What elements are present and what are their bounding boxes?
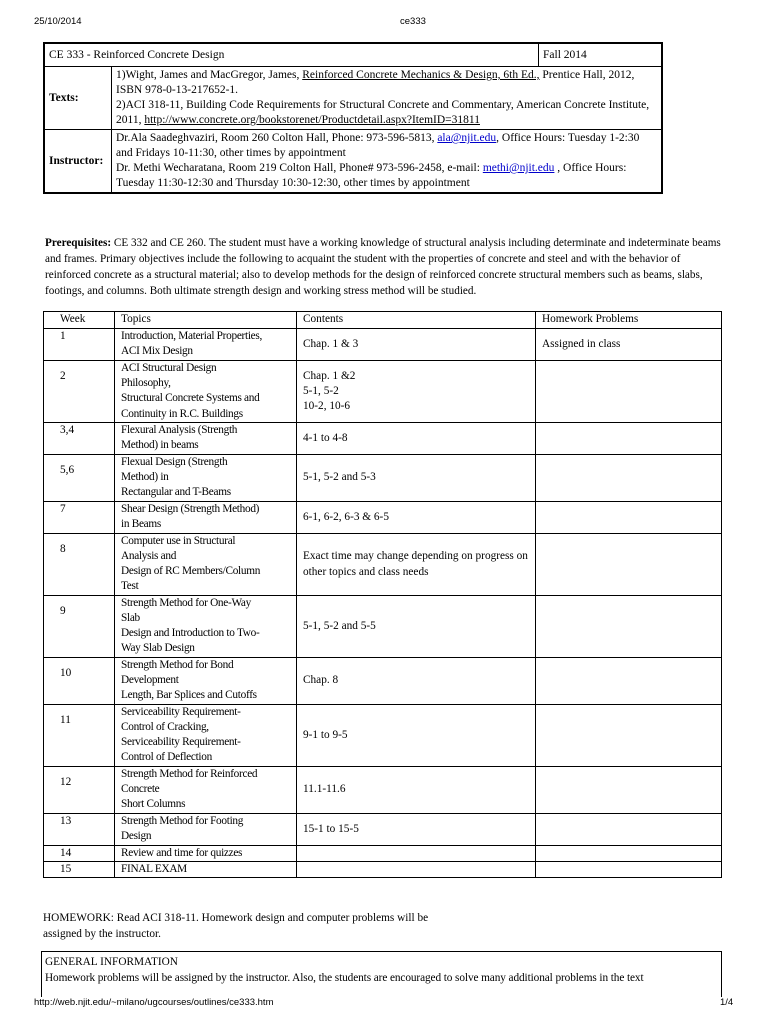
print-title: ce333 <box>400 16 426 27</box>
table-row <box>44 501 722 533</box>
homework-cell <box>536 766 722 813</box>
week-cell: 14 <box>44 845 115 861</box>
topics-cell: Flexural Analysis (Strength Method) in beams <box>115 422 297 454</box>
contents-cell: 9-1 to 9-5 <box>297 704 536 766</box>
topics-cell: Strength Method for One-Way Slab Design and Introduction to Two- Way Slab Design <box>115 595 297 657</box>
table-row <box>44 422 722 454</box>
table-row <box>44 454 722 501</box>
schedule-header-row <box>44 312 722 329</box>
contents-cell: Chap. 8 <box>297 657 536 704</box>
course-term: Fall 2014 <box>539 43 663 67</box>
text2: 2)ACI 318-11, Building Code Requirements for Structural Concrete and Commentary, American Concrete Institute, 2011, <box>116 99 650 126</box>
table-row <box>44 533 722 595</box>
table-row <box>44 361 722 423</box>
homework-cell <box>536 657 722 704</box>
text1-title: Reinforced Concrete Mechanics & Design, 6th Ed., <box>302 69 540 81</box>
contents-cell: Exact time may change depending on progress on other topics and class needs <box>297 533 536 595</box>
contents-cell <box>297 862 536 878</box>
homework-cell <box>536 813 722 845</box>
contents-cell: Chap. 1 & 3 <box>297 329 536 361</box>
table-row <box>44 766 722 813</box>
table-row <box>44 595 722 657</box>
column-header: Homework Problems <box>536 312 722 329</box>
week-cell: 11 <box>44 704 115 766</box>
contents-cell: 5-1, 5-2 and 5-3 <box>297 454 536 501</box>
homework-cell <box>536 501 722 533</box>
contents-cell: 6-1, 6-2, 6-3 & 6-5 <box>297 501 536 533</box>
text1-pre: 1)Wight, James and MacGregor, James, <box>116 69 303 81</box>
topics-cell: Shear Design (Strength Method) in Beams <box>115 501 297 533</box>
instructor-label-text: Instructor <box>49 154 100 167</box>
contents-cell: Chap. 1 &2 5-1, 5-2 10-2, 10-6 <box>297 361 536 423</box>
homework-cell <box>536 454 722 501</box>
instr1-pre: Dr.Ala Saadeghvaziri, Room 260 Colton Hall, Phone: 973-596-5813, <box>116 132 438 144</box>
prereq-label: Prerequisites: <box>45 237 112 249</box>
topics-cell: Strength Method for Footing Design <box>115 813 297 845</box>
instr1-email-link[interactable]: ala@njit.edu <box>437 132 497 144</box>
table-row <box>44 862 722 878</box>
instructor-label: Instructor: <box>44 130 112 194</box>
prerequisites <box>45 235 721 299</box>
homework-cell <box>536 862 722 878</box>
week-cell: 7 <box>44 501 115 533</box>
topics-cell: Introduction, Material Properties, ACI Mix Design <box>115 329 297 361</box>
topics-cell: ACI Structural Design Philosophy, Structural Concrete Systems and Continuity in R.C. Buildings <box>115 361 297 423</box>
homework-cell <box>536 533 722 595</box>
contents-cell: 11.1-11.6 <box>297 766 536 813</box>
texts-label-text: Texts <box>49 91 75 104</box>
table-row <box>44 845 722 861</box>
week-cell: 1 <box>44 329 115 361</box>
homework-note: HOMEWORK: Read ACI 318-11. Homework design and computer problems will be assigned by the instructor. <box>43 912 429 940</box>
instr2-email-link[interactable]: methi@njit.edu <box>482 162 555 174</box>
column-header: Week <box>44 312 115 329</box>
instr2-pre: Dr. Methi Wecharatana, Room 219 Colton Hall, Phone# 973-596-2458, e-mail: <box>116 162 483 174</box>
topics-cell: FINAL EXAM <box>115 862 297 878</box>
topics-cell: Serviceability Requirement- Control of Cracking, Serviceability Requirement- Control of Deflection <box>115 704 297 766</box>
contents-cell: 5-1, 5-2 and 5-5 <box>297 595 536 657</box>
contents-cell <box>297 845 536 861</box>
topics-cell: Computer use in Structural Analysis and Design of RC Members/Column Test <box>115 533 297 595</box>
homework-cell <box>536 422 722 454</box>
week-cell: 8 <box>44 533 115 595</box>
homework-cell <box>536 845 722 861</box>
topics-cell: Strength Method for Bond Development Length, Bar Splices and Cutoffs <box>115 657 297 704</box>
text1-post: Prentice Hall, 2012, ISBN 978-0-13-217652-1. <box>116 69 635 96</box>
topics-cell: Strength Method for Reinforced Concrete Short Columns <box>115 766 297 813</box>
table-row <box>44 657 722 704</box>
homework-cell: Assigned in class <box>536 329 722 361</box>
week-cell: 5,6 <box>44 454 115 501</box>
text2-link[interactable]: http://www.concrete.org/bookstorenet/Productdetail.aspx?ItemID=31811 <box>144 114 480 126</box>
general-information-box <box>41 951 722 997</box>
course-name: CE 333 - Reinforced Concrete Design <box>44 43 539 67</box>
week-cell: 13 <box>44 813 115 845</box>
column-header: Contents <box>297 312 536 329</box>
footer-url: http://web.njit.edu/~milano/ugcourses/outlines/ce333.htm <box>34 997 274 1008</box>
instr1-post: , Office Hours: Tuesday 1-2:30 and Fridays 10-11:30, other times by appointment <box>116 132 640 159</box>
week-cell: 9 <box>44 595 115 657</box>
table-row <box>44 329 722 361</box>
week-cell: 12 <box>44 766 115 813</box>
week-cell: 3,4 <box>44 422 115 454</box>
general-title: GENERAL INFORMATION <box>45 956 178 968</box>
homework-cell <box>536 704 722 766</box>
table-row <box>44 704 722 766</box>
table-row <box>44 813 722 845</box>
column-header: Topics <box>115 312 297 329</box>
contents-cell: 15-1 to 15-5 <box>297 813 536 845</box>
homework-cell <box>536 595 722 657</box>
week-cell: 2 <box>44 361 115 423</box>
print-date: 25/10/2014 <box>34 16 82 27</box>
course-info-table <box>43 42 663 194</box>
week-cell: 15 <box>44 862 115 878</box>
week-cell: 10 <box>44 657 115 704</box>
instructor-cell <box>112 130 663 194</box>
instr2-post: , Office Hours: Tuesday 11:30-12:30 and Thursday 10:30-12:30, other times by appointment <box>116 162 627 189</box>
footer-page: 1/4 <box>720 997 734 1008</box>
schedule-table <box>43 311 722 878</box>
general-text: Homework problems will be assigned by the instructor. Also, the students are encouraged to solve many additional problems in the text <box>45 972 644 984</box>
texts-label: Texts: <box>44 67 112 130</box>
prereq-text: CE 332 and CE 260. The student must have a working knowledge of structural analysis including determinate and indeterminate beams and frames. Primary objectives include the following to acquaint the student with the properties of concrete and steel and with the behavior of reinforced concrete as a structural material; also to develop methods for the design of reinforced concrete structural members such as beams, slabs, footings, and columns. Both ultimate strength design and working stress method will be studied. <box>45 237 721 297</box>
contents-cell: 4-1 to 4-8 <box>297 422 536 454</box>
texts-cell <box>112 67 663 130</box>
topics-cell: Review and time for quizzes <box>115 845 297 861</box>
homework-cell <box>536 361 722 423</box>
topics-cell: Flexual Design (Strength Method) in Rectangular and T-Beams <box>115 454 297 501</box>
